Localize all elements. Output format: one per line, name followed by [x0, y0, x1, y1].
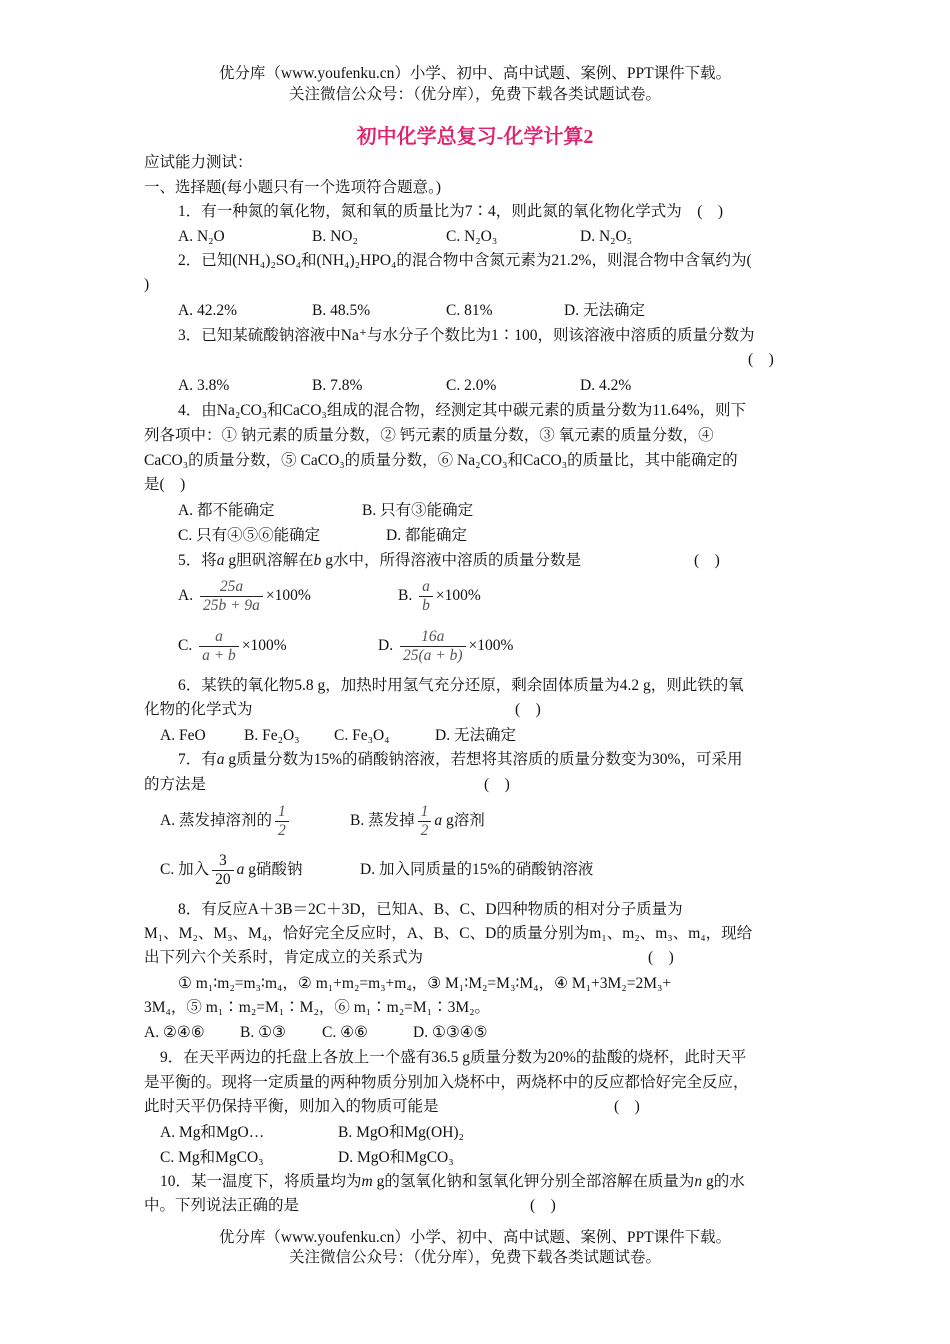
- q3-option-d: D. 4.2%: [580, 377, 632, 394]
- q9-stem-1: 9．在天平两边的托盘上各放上一个盛有36.5 g质量分数为20%的盐酸的烧杯，此时天平: [160, 1049, 747, 1066]
- q8-relations-1: ① m₁∶m₂=m₃∶m₄，② m₁+m₂=m₃+m₄，③ M₁∶M₂=M₃∶M₄，④ M₁+3M₂=2M₃+: [178, 975, 672, 992]
- fraction: $\frac{16a}{25(a + b)}$: [400, 628, 466, 665]
- q8-paren: ( ): [648, 949, 674, 966]
- q9-option-d: D. MgO和MgCO₃: [338, 1149, 454, 1166]
- q9-paren: ( ): [614, 1098, 640, 1115]
- q2-option-d: D. 无法确定: [564, 302, 645, 319]
- q8-stem-3: 出下列六个关系时，肯定成立的关系式为: [144, 949, 424, 966]
- q8-option-c: C. ④⑥: [322, 1024, 368, 1041]
- fraction: $\frac{a}{a + b}$: [199, 628, 239, 665]
- q4-stem-3: CaCO₃的质量分数，⑤ CaCO₃的质量分数，⑥ Na₂CO₃和CaCO₃的质量比，其中能确定的: [144, 452, 738, 469]
- q9-stem-3: 此时天平仍保持平衡，则加入的物质可能是: [144, 1098, 439, 1115]
- q5-option-b: B. $\frac{a}{b}$ ×100%: [398, 578, 481, 614]
- q10-stem-2: 中。下列说法正确的是: [144, 1197, 300, 1214]
- q8-option-d: D. ①③④⑤: [413, 1024, 488, 1041]
- q2-option-c: C. 81%: [446, 302, 493, 319]
- q9-option-c: C. Mg和MgCO₃: [160, 1149, 264, 1166]
- q7-stem-2: 的方法是: [144, 776, 207, 793]
- intro-text: 应试能力测试：: [144, 154, 253, 171]
- q5-option-c: C. $\frac{a}{a + b}$ ×100%: [178, 628, 287, 664]
- q8-option-b: B. ①③: [240, 1024, 286, 1041]
- fraction: $\frac{a}{b}$: [419, 578, 433, 615]
- q7-option-a: A. 蒸发掉溶剂的 $\frac{1}{2}$: [160, 803, 292, 840]
- q5-stem: 5．将a g胆矾溶解在b g水中，所得溶液中溶质的质量分数是: [178, 552, 582, 569]
- q8-option-a: A. ②④⑥: [144, 1024, 205, 1041]
- q8-stem-1: 8．有反应A＋3B＝2C＋3D，已知A、B、C、D四种物质的相对分子质量为: [178, 901, 683, 918]
- q3-stem: 3．已知某硫酸钠溶液中Na⁺与水分子个数比为1∶100，则该溶液中溶质的质量分数为: [178, 327, 755, 344]
- q9-stem-2: 是平衡的。现将一定质量的两种物质分别加入烧杯中，两烧杯中的反应都恰好完全反应，: [144, 1074, 749, 1091]
- q3-option-b: B. 7.8%: [312, 377, 363, 394]
- q2-stem: 2．已知(NH₄)₂SO₄和(NH₄)₂HPO₄的混合物中含氮元素为21.2%，则混合物中含氧约为(: [178, 252, 752, 269]
- q2-option-b: B. 48.5%: [312, 302, 371, 319]
- q2-paren: ): [144, 276, 150, 293]
- q5-option-d: D. $\frac{16a}{25(a + b)}$ ×100%: [378, 628, 514, 664]
- q6-paren: ( ): [515, 701, 541, 718]
- q6-stem-1: 6．某铁的氧化物5.8 g，加热时用氢气充分还原，剩余固体质量为4.2 g，则此铁的氧: [178, 677, 744, 694]
- q3-option-a: A. 3.8%: [178, 377, 230, 394]
- q4-option-a: A. 都不能确定: [178, 502, 275, 519]
- header-line-1: 优分库（www.youfenku.cn）小学、初中、高中试题、案例、PPT课件下载。: [218, 65, 732, 82]
- q7-paren: ( ): [484, 776, 510, 793]
- q1-option-d: D. N₂O₅: [580, 228, 633, 245]
- q1-option-a: A. N₂O: [178, 228, 225, 245]
- q1-stem: 1．有一种氮的氧化物，氮和氧的质量比为7∶4，则此氮的氧化物化学式为 ( ): [178, 203, 724, 220]
- q4-option-b: B. 只有③能确定: [362, 502, 474, 519]
- q6-option-b: B. Fe₂O₃: [244, 727, 300, 744]
- q6-option-a: A. FeO: [160, 727, 206, 744]
- page-title: 初中化学总复习-化学计算2: [356, 126, 594, 148]
- q1-option-c: C. N₂O₃: [446, 228, 498, 245]
- fraction: $\frac{1}{2}$: [418, 803, 432, 840]
- footer-line-2: 关注微信公众号：（优分库），免费下载各类试题试卷。: [288, 1249, 661, 1266]
- q3-option-c: C. 2.0%: [446, 377, 497, 394]
- fraction: $\frac{25a}{25b + 9a}$: [200, 578, 263, 615]
- q2-option-a: A. 42.2%: [178, 302, 237, 319]
- fraction: $\frac{3}{20}$: [212, 852, 234, 889]
- q10-stem-1: 10．某一温度下，将质量均为m g的氢氧化钠和氢氧化钾分别全部溶解在质量为n g的水: [160, 1173, 745, 1190]
- q6-option-c: C. Fe₃O₄: [334, 727, 390, 744]
- q5-paren: ( ): [694, 552, 720, 569]
- q3-paren: ( ): [748, 351, 774, 368]
- q4-stem-4: 是( ): [144, 476, 186, 493]
- q6-stem-2: 化物的化学式为: [144, 701, 253, 718]
- footer-line-1: 优分库（www.youfenku.cn）小学、初中、高中试题、案例、PPT课件下载。: [218, 1229, 732, 1246]
- q7-option-c: C. 加入 $\frac{3}{20}$ a g硝酸钠: [160, 852, 303, 888]
- section-heading: 一、选择题(每小题只有一个选项符合题意。): [144, 179, 442, 196]
- q4-option-c: C. 只有④⑤⑥能确定: [178, 527, 321, 544]
- q10-paren: ( ): [530, 1197, 556, 1214]
- q4-stem-1: 4．由Na₂CO₃和CaCO₃组成的混合物，经测定其中碳元素的质量分数为11.64%，则下: [178, 402, 747, 419]
- q1-option-b: B. NO₂: [312, 228, 358, 245]
- q7-stem-1: 7．有a g质量分数为15%的硝酸钠溶液，若想将其溶质的质量分数变为30%，可采用: [178, 751, 743, 768]
- q9-option-b: B. MgO和Mg(OH)₂: [338, 1124, 464, 1141]
- header-line-2: 关注微信公众号：（优分库），免费下载各类试题试卷。: [288, 86, 661, 103]
- q7-option-d: D. 加入同质量的15%的硝酸钠溶液: [360, 861, 594, 878]
- q4-option-d: D. 都能确定: [386, 527, 467, 544]
- q8-stem-2: M₁、M₂、M₃、M₄，恰好完全反应时，A、B、C、D的质量分别为m₁、m₂、m₃、m₄，现给: [144, 925, 753, 942]
- fraction: $\frac{1}{2}$: [275, 803, 289, 840]
- q4-stem-2: 列各项中：① 钠元素的质量分数，② 钙元素的质量分数，③ 氧元素的质量分数，④: [144, 427, 714, 444]
- q7-option-b: B. 蒸发掉 $\frac{1}{2}$ a g溶剂: [350, 803, 485, 839]
- q9-option-a: A. Mg和MgO…: [160, 1124, 265, 1141]
- q5-option-a: A. $\frac{25a}{25b + 9a}$ ×100%: [178, 578, 311, 614]
- q8-relations-2: 3M₄，⑤ m₁∶m₂=M₁∶M₂，⑥ m₁∶m₂=M₁∶3M₂。: [144, 999, 491, 1016]
- q6-option-d: D. 无法确定: [435, 727, 516, 744]
